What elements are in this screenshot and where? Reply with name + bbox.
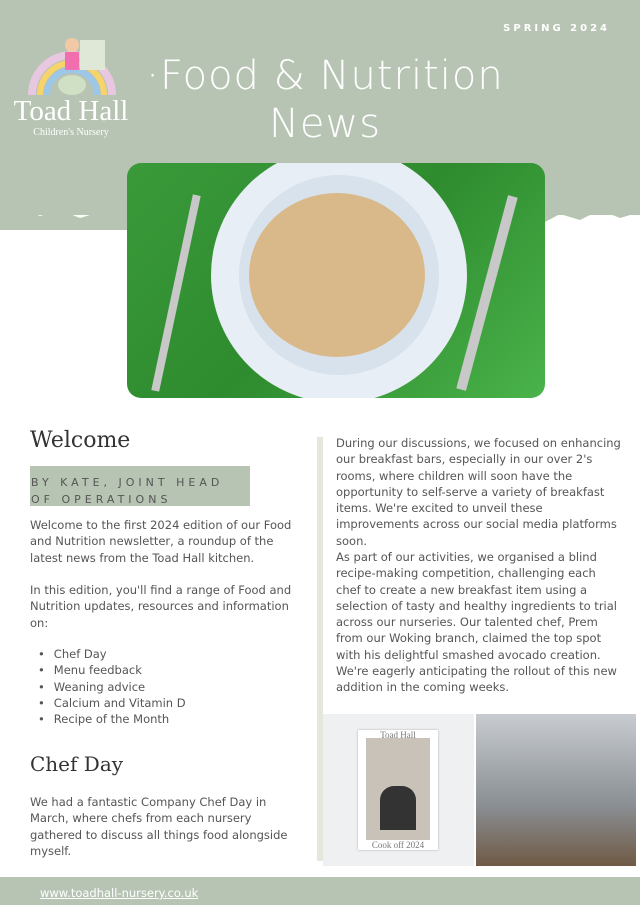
welcome-intro: Welcome to the first 2024 edition of our Food and Nutrition newsletter, a roundup of the latest news from the Toad Hall kitchen. [30, 518, 292, 565]
logo-subtitle: Children's Nursery [33, 127, 109, 138]
logo-name: Toad Hall [13, 95, 129, 127]
footer-bar [0, 877, 640, 905]
frame-bottom-text: Cook off 2024 [366, 840, 430, 850]
list-item: • Recipe of the Month [30, 711, 186, 727]
chef-day-heading: Chef Day [30, 752, 124, 776]
byline: BY KATE, JOINT HEAD OF OPERATIONS [30, 466, 250, 506]
list-item: • Calcium and Vitamin D [30, 695, 186, 711]
welcome-edition-text: In this edition, you'll find a range of Food and Nutrition updates, resources and information on: [30, 583, 292, 630]
frame-top-text: Toad Hall [380, 730, 416, 740]
list-item: • Weaning advice [30, 679, 186, 695]
list-item: • Menu feedback [30, 662, 186, 678]
chef-day-text: We had a fantastic Company Chef Day in March, where chefs from each nursery gathered to discuss all things food alongside myself. [30, 795, 288, 858]
rice-bowl-illustration [127, 163, 545, 398]
competition-text: As part of our activities, we organised a blind recipe-making competition, challenging each chef to create a new breakfast item using a selection of tasty and healthy ingredients to trial across our nurseries. Our talented chef, Prem from our Woking branch, claimed the top spot with his delightful smashed avocado creation. We're eagerly anticipating the rollout of this new addition in the coming weeks. [336, 550, 617, 695]
cook-off-photo [323, 714, 474, 866]
topics-list [30, 646, 186, 727]
title-line-1: ·Food & Nutrition [146, 53, 504, 99]
photo-frame [358, 730, 438, 850]
website-link[interactable]: www.toadhall-nursery.co.uk [40, 886, 199, 900]
welcome-heading: Welcome [30, 428, 131, 453]
newsletter-title [145, 52, 505, 148]
season-label: SPRING 2024 [503, 23, 610, 34]
kitchen-photo [476, 714, 636, 866]
title-line-2: News [268, 101, 382, 147]
hero-food-photo [127, 163, 545, 398]
list-item: • Chef Day [30, 646, 186, 662]
person-figure [380, 786, 416, 830]
breakfast-text: During our discussions, we focused on enhancing our breakfast bars, especially in our over 2's rooms, where children will soon have the opportunity to self-serve a variety of breakfast items. We're excited to unveil these improvements across our social media platforms soon. [336, 436, 621, 548]
